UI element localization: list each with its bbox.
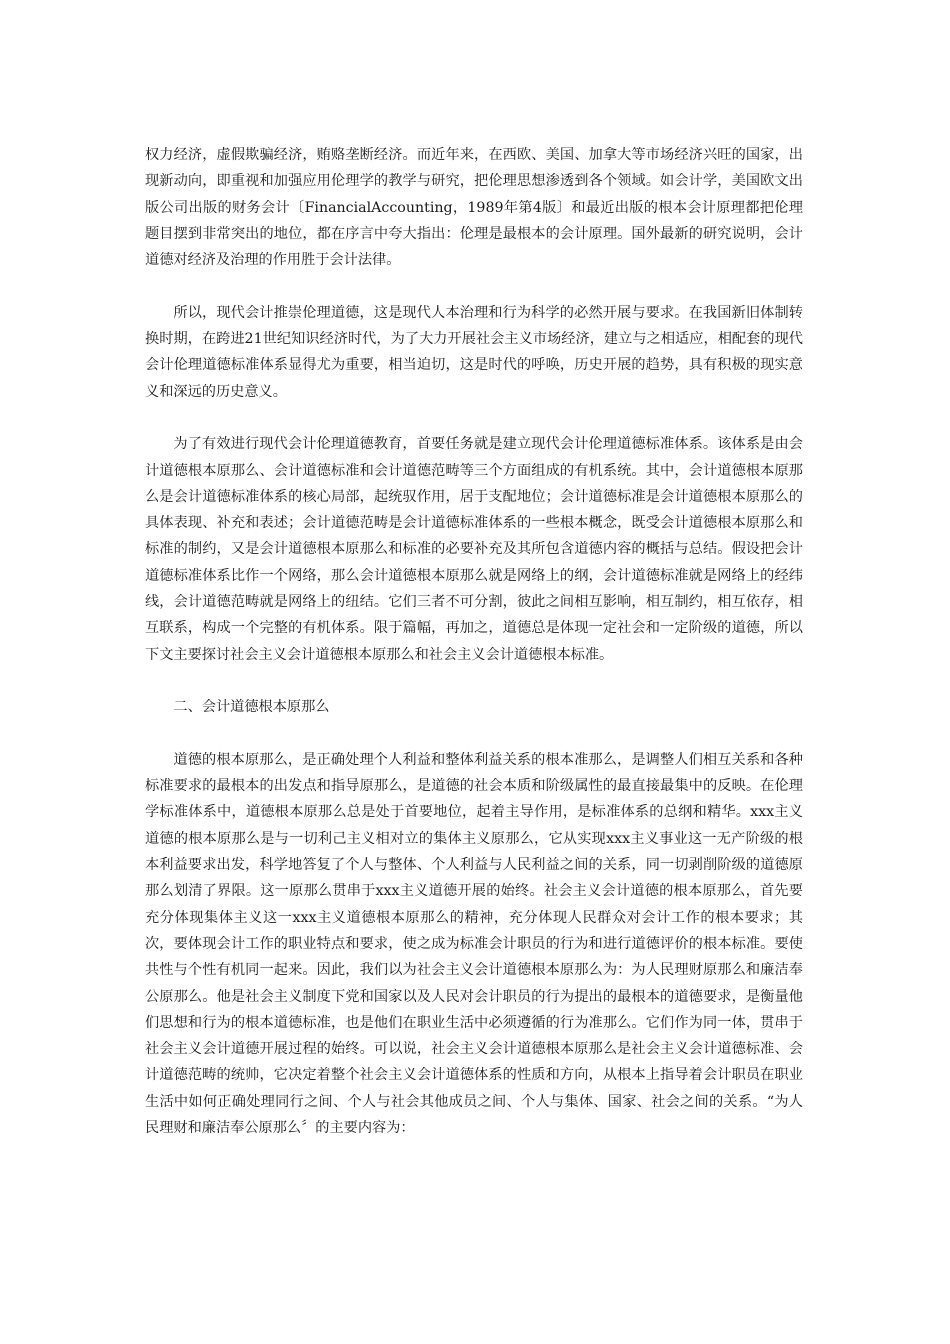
document-page: [145, 142, 803, 1168]
section-heading: 二、会计道德根本原那么: [173, 699, 330, 716]
paragraph-intro: 权力经济，虚假欺骗经济，贿赂垄断经济。而近年来，在西欧、美国、加拿大等市场经济兴旺的国家，出现新动向，即重视和加强应用伦理学的教学与研究，把伦理思想渗透到各个领域。如会计学，美国欧文出版公司出版的财务会计〔FinancialAccounting，1989年第4版〕和最近出版的根本会计原理都把伦理题目摆到非常突出的地位，都在序言中夸大指出：伦理是最根本的会计原理。国外最新的研究说明，会计道德对经济及治理的作用胜于会计法律。: [145, 147, 803, 269]
paragraph-modern-accounting: 所以，现代会计推崇伦理道德，这是现代人本治理和行为科学的必然开展与要求。在我国新旧体制转换时期，在跨进21世纪知识经济时代，为了大力开展社会主义市场经济，建立与之相适应，相配套的现代会计伦理道德标准体系显得尤为重要，相当迫切，这是时代的呼唤，历史开展的趋势，具有积极的现实意义和深远的历史意义。: [145, 304, 803, 400]
paragraph-standard-system: 为了有效进行现代会计伦理道德教育，首要任务就是建立现代会计伦理道德标准体系。该体系是由会计道德根本原那么、会计道德标准和会计道德范畴等三个方面组成的有机系统。其中，会计道德根本原那么是会计道德标准体系的核心局部，起统驭作用，居于支配地位；会计道德标准是会计道德根本原那么的具体表现、补充和表述；会计道德范畴是会计道德标准体系的一些根本概念，既受会计道德根本原那么和标准的制约，又是会计道德根本原那么和标准的必要补充及其所包含道德内容的概括与总结。假设把会计道德标准体系比作一个网络，那么会计道德根本原那么就是网络上的纲，会计道德标准就是网络上的经纬线，会计道德范畴就是网络上的纽结。它们三者不可分割，彼此之间相互影响，相互制约，相互依存，相互联系，构成一个完整的有机体系。限于篇幅，再加之，道德总是体现一定社会和一定阶级的道德，所以下文主要探讨社会主义会计道德根本原那么和社会主义会计道德根本标准。: [145, 436, 803, 663]
paragraph-basic-principle: 道德的根本原那么，是正确处理个人利益和整体利益关系的根本准那么，是调整人们相互关系和各种标准要求的最根本的出发点和指导原那么，是道德的社会本质和阶级属性的最直接最集中的反映。在伦理学标准体系中，道德根本原那么总是处于首要地位，起着主导作用，是标准体系的总纲和精华。xxx主义道德的根本原那么是与一切利己主义相对立的集体主义原那么，它从实现xxx主义事业这一无产阶级的根本利益要求出发，科学地答复了个人与整体、个人利益与人民利益之间的关系，同一切剥削阶级的道德原那么划清了界限。这一原那么贯串于xxx主义道德开展的始终。社会主义会计道德的根本原那么，首先要充分体现集体主义这一xxx主义道德根本原那么的精神，充分体现人民群众对会计工作的根本要求；其次，要体现会计工作的职业特点和要求，使之成为标准会计职员的行为和进行道德评价的根本标准。要使共性与个性有机同一起来。因此，我们以为社会主义会计道德根本原那么为：为人民理财原那么和廉洁奉公原那么。他是社会主义制度下党和国家以及人民对会计职员的行为提出的最根本的道德要求，是衡量他们思想和行为的根本道德标准，也是他们在职业生活中必须遵循的行为准那么。它们作为同一体，贯串于社会主义会计道德开展过程的始终。可以说，社会主义会计道德根本原那么是社会主义会计道德标准、会计道德范畴的统帅，它决定着整个社会主义会计道德体系的性质和方向，从根本上指导着会计职员在职业生活中如何正确处理同行之间、个人与社会其他成员之间、个人与集体、国家、社会之间的关系。“为人民理财和廉洁奉公原那么〞的主要内容为：: [145, 751, 803, 1136]
